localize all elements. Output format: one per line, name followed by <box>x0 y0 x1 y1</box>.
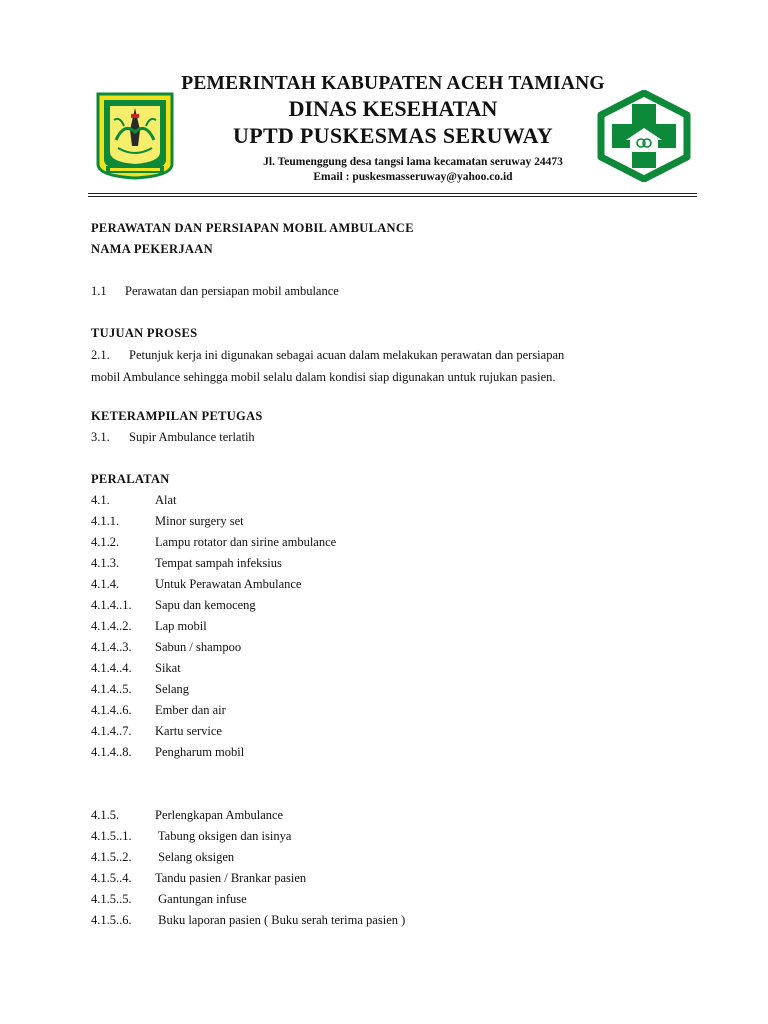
item-text: Lap mobil <box>155 619 207 633</box>
item-number: 3.1. <box>91 430 110 444</box>
item-number: 4.1.5..6. <box>91 913 132 927</box>
paragraph-line: mobil Ambulance sehingga mobil selalu dalam kondisi siap digunakan untuk rujukan pasien. <box>91 370 556 384</box>
item-number: 4.1.4..6. <box>91 703 132 717</box>
list-item <box>91 700 691 721</box>
item-text: Tempat sampah infeksius <box>155 556 282 570</box>
item-number: 4.1.5..4. <box>91 871 132 885</box>
item-text: Minor surgery set <box>155 514 244 528</box>
item-text: Tandu pasien / Brankar pasien <box>155 871 307 885</box>
item-number: 4.1.5..5. <box>91 892 132 906</box>
section-heading-job: NAMA PEKERJAAN <box>91 242 213 256</box>
item-text: Sapu dan kemoceng <box>155 598 256 612</box>
list-item <box>91 490 691 511</box>
letterhead-rule-thin <box>88 196 697 197</box>
list-item <box>91 847 691 868</box>
list-item <box>91 742 691 763</box>
item-number: 4.1.4..5. <box>91 682 132 696</box>
list-item <box>91 889 691 910</box>
list-item <box>91 281 691 302</box>
paragraph-line: Petunjuk kerja ini digunakan sebagai acuan dalam melakukan perawatan dan persiapan <box>129 348 565 362</box>
item-number: 4.1.5..2. <box>91 850 132 864</box>
item-text: Untuk Perawatan Ambulance <box>155 577 302 591</box>
item-number: 4.1.4..4. <box>91 661 132 675</box>
item-text: Perlengkapan Ambulance <box>155 808 284 822</box>
puskesmas-cross-house-icon <box>594 90 694 182</box>
item-number: 4.1. <box>91 493 110 507</box>
item-text: Selang <box>155 682 190 696</box>
item-number: 4.1.4..7. <box>91 724 132 738</box>
item-text: Alat <box>155 493 177 507</box>
list-item <box>91 868 691 889</box>
list-item <box>91 574 691 595</box>
item-text: Buku laporan pasien ( Buku serah terima pasien ) <box>155 913 406 927</box>
section-heading-purpose: TUJUAN PROSES <box>91 326 198 340</box>
item-text: Pengharum mobil <box>155 745 245 759</box>
section-heading-equipment: PERALATAN <box>91 472 170 486</box>
document-title: PERAWATAN DAN PERSIAPAN MOBIL AMBULANCE <box>91 221 414 235</box>
item-text: Supir Ambulance terlatih <box>129 430 255 444</box>
letterhead-rule <box>88 193 697 194</box>
item-number: 4.1.3. <box>91 556 120 570</box>
list-item <box>91 637 691 658</box>
list-item <box>91 910 691 931</box>
item-number: 4.1.5. <box>91 808 120 822</box>
institution-name: UPTD PUSKESMAS SERUWAY <box>233 123 553 148</box>
item-text: Sikat <box>155 661 181 675</box>
equipment-list <box>91 490 691 763</box>
item-text: Perawatan dan persiapan mobil ambulance <box>125 284 339 298</box>
letterhead <box>88 72 698 194</box>
item-number: 4.1.4. <box>91 577 120 591</box>
list-item <box>91 427 691 448</box>
list-item <box>91 511 691 532</box>
item-text: Sabun / shampoo <box>155 640 242 654</box>
section-heading-skills: KETERAMPILAN PETUGAS <box>91 409 263 423</box>
list-item <box>91 595 691 616</box>
item-text: Selang oksigen <box>155 850 235 864</box>
list-item <box>91 826 691 847</box>
government-name: PEMERINTAH KABUPATEN ACEH TAMIANG <box>181 73 605 94</box>
purpose-paragraph <box>91 344 691 388</box>
item-text: Ember dan air <box>155 703 226 717</box>
document-body <box>91 218 691 931</box>
list-item <box>91 721 691 742</box>
item-number: 1.1 <box>91 284 107 298</box>
list-item <box>91 658 691 679</box>
ambulance-equipment-list <box>91 805 691 931</box>
list-item <box>91 805 691 826</box>
item-text: Gantungan infuse <box>155 892 247 906</box>
item-number: 4.1.4..3. <box>91 640 132 654</box>
item-number: 4.1.4..8. <box>91 745 132 759</box>
list-item <box>91 616 691 637</box>
list-item <box>91 532 691 553</box>
item-number: 2.1. <box>91 348 110 362</box>
address-text: Jl. Teumenggung desa tangsi lama kecamatan seruway 24473 <box>263 156 563 168</box>
item-number: 4.1.2. <box>91 535 120 549</box>
item-text: Kartu service <box>155 724 222 738</box>
item-number: 4.1.5..1. <box>91 829 132 843</box>
item-number: 4.1.4..2. <box>91 619 132 633</box>
list-item <box>91 553 691 574</box>
item-text: Tabung oksigen dan isinya <box>155 829 292 843</box>
list-item <box>91 679 691 700</box>
item-number: 4.1.1. <box>91 514 120 528</box>
agency-name: DINAS KESEHATAN <box>288 96 498 121</box>
item-number: 4.1.4..1. <box>91 598 132 612</box>
email-text: Email : puskesmasseruway@yahoo.co.id <box>313 171 513 183</box>
item-text: Lampu rotator dan sirine ambulance <box>155 535 337 549</box>
